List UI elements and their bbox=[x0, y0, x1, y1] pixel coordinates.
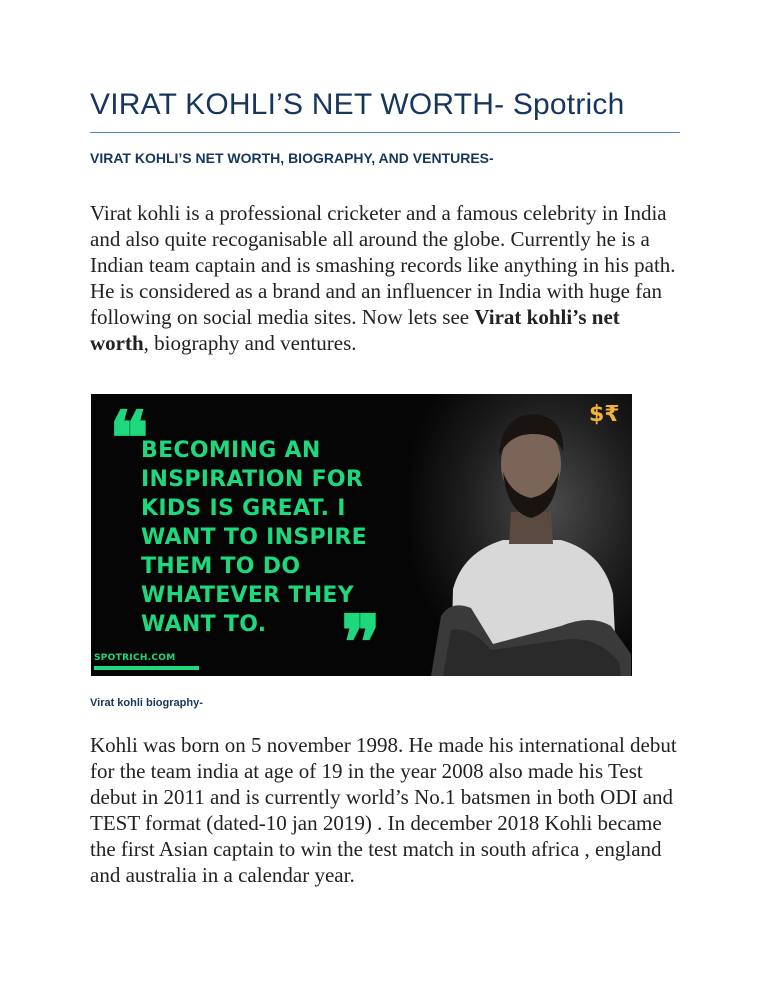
quote-line: WANT TO INSPIRE bbox=[141, 525, 367, 550]
intro-text: Virat kohli is a professional cricketer and a famous celebrity in India and also quite recoganisable all around the globe. Currently he is a Indian team captain and is smashing records like anything in his path. He is considered as a brand and an influencer in India with huge fan following on social media sites. Now lets see bbox=[90, 201, 676, 329]
biography-paragraph: Kohli was born on 5 november 1998. He made his international debut for the team india at age of 19 in the year 2008 also made his Test debut in 2011 and is currently world’s No.1 batsmen in both ODI and TEST format (dated-10 jan 2019) . In december 2018 Kohli became the first Asian captain to win the test match in south africa , england and australia in a calendar year. bbox=[90, 733, 677, 887]
brand-watermark: SPOTRICH.COM bbox=[94, 653, 176, 663]
quote-line: WANT TO. bbox=[141, 612, 267, 637]
section-heading: VIRAT KOHLI’S NET WORTH, BIOGRAPHY, AND VENTURES- bbox=[90, 150, 494, 166]
brand-underline bbox=[94, 666, 199, 670]
quote-line: WHATEVER THEY bbox=[141, 583, 354, 608]
quote-line: BECOMING AN bbox=[141, 438, 321, 463]
quote-line: INSPIRATION FOR bbox=[141, 467, 364, 492]
title-underline bbox=[90, 132, 680, 133]
quote-line: KIDS IS GREAT. I bbox=[141, 496, 346, 521]
page-title: VIRAT KOHLI’S NET WORTH- Spotrich bbox=[90, 88, 625, 121]
intro-paragraph bbox=[90, 200, 680, 356]
quote-text bbox=[141, 436, 367, 639]
intro-text-end: , biography and ventures. bbox=[143, 331, 357, 355]
intro-bold-text: Virat kohli’s net worth bbox=[90, 305, 620, 355]
quote-image bbox=[91, 394, 632, 676]
spotrich-logo: $₹ bbox=[589, 402, 620, 427]
biography-heading: Virat kohli biography- bbox=[90, 697, 203, 709]
close-quote-icon: ❞ bbox=[341, 600, 381, 676]
open-quote-icon: ❝ bbox=[109, 396, 149, 482]
quote-line: THEM TO DO bbox=[141, 554, 301, 579]
